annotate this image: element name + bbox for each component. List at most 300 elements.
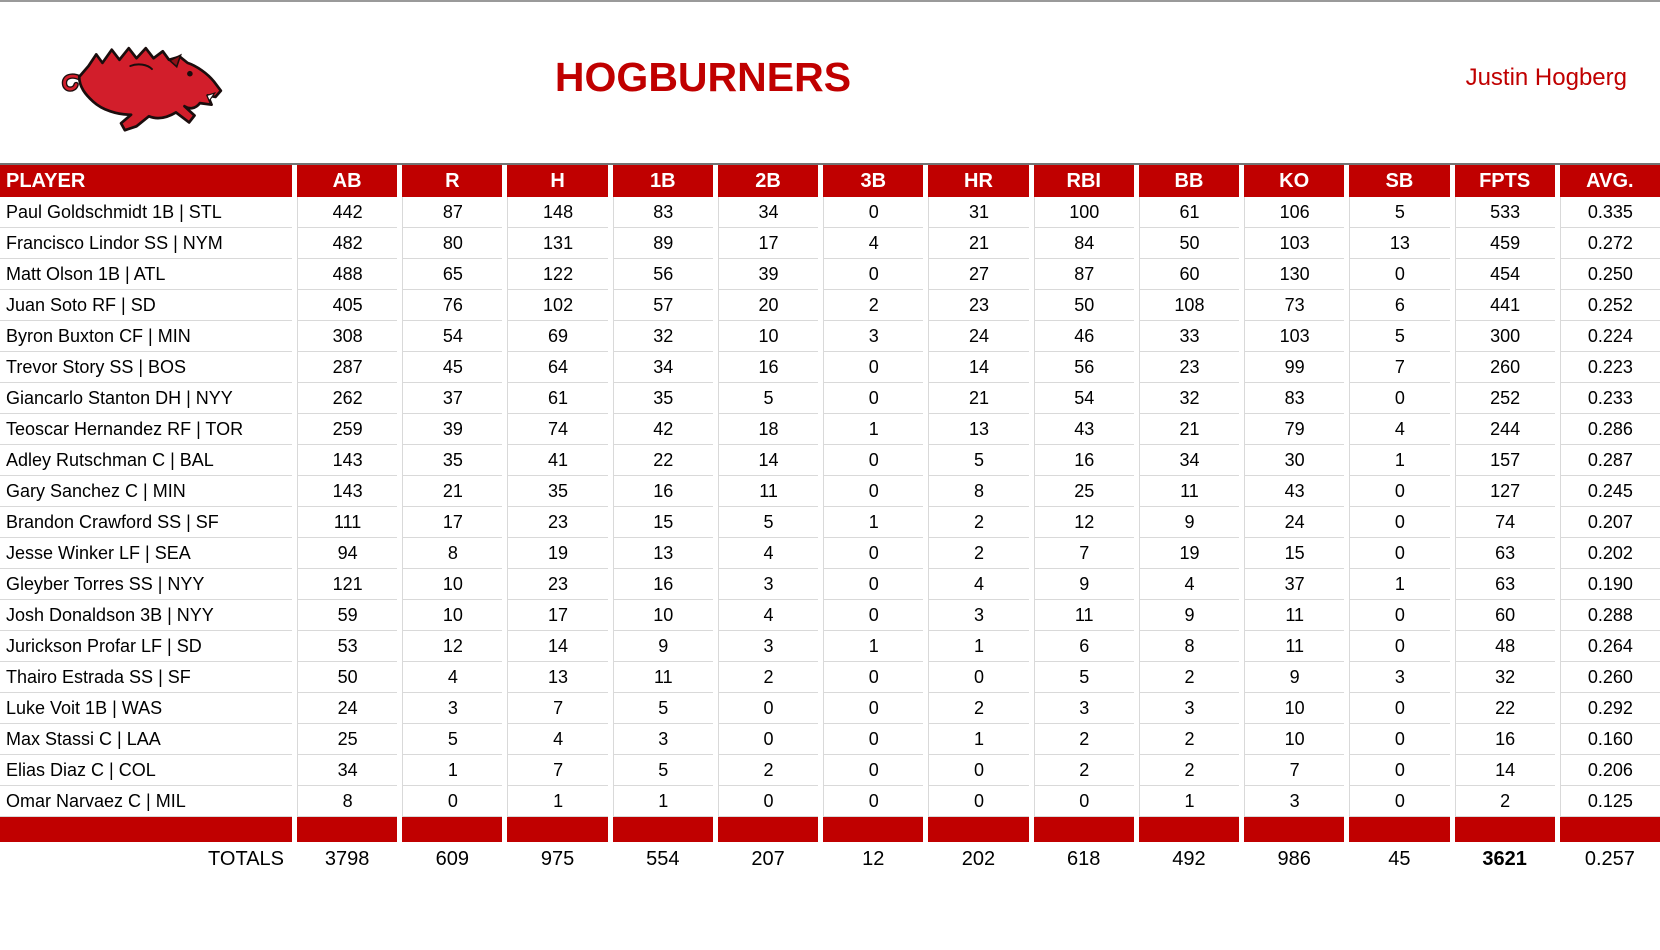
stat-cell: 0 <box>823 569 923 600</box>
divider-segment <box>718 817 818 842</box>
stat-cell: 0 <box>823 693 923 724</box>
stat-cell: 0.202 <box>1560 538 1660 569</box>
stat-cell: 54 <box>402 321 502 352</box>
stat-cell: 22 <box>1455 693 1555 724</box>
stat-cell: 1 <box>823 507 923 538</box>
stat-cell: 0 <box>1349 724 1449 755</box>
stat-cell: 13 <box>1349 228 1449 259</box>
player-cell: Max Stassi C | LAA <box>0 724 292 755</box>
team-header <box>0 2 1660 163</box>
stat-cell: 0 <box>718 693 818 724</box>
stat-cell: 10 <box>1244 724 1344 755</box>
stat-cell: 103 <box>1244 228 1344 259</box>
razorback-hog-icon <box>56 24 234 142</box>
stat-cell: 10 <box>613 600 713 631</box>
table-row <box>0 631 1660 662</box>
player-cell: Matt Olson 1B | ATL <box>0 259 292 290</box>
stat-cell: 2 <box>928 507 1028 538</box>
stat-cell: 1 <box>1349 445 1449 476</box>
stat-cell: 17 <box>718 228 818 259</box>
stat-cell: 9 <box>613 631 713 662</box>
player-cell: Byron Buxton CF | MIN <box>0 321 292 352</box>
divider-segment <box>402 817 502 842</box>
divider-segment <box>613 817 713 842</box>
stat-cell: 24 <box>297 693 397 724</box>
stat-cell: 1 <box>928 631 1028 662</box>
stat-cell: 83 <box>613 197 713 228</box>
stat-cell: 50 <box>1139 228 1239 259</box>
stat-cell: 0.160 <box>1560 724 1660 755</box>
stat-cell: 2 <box>1455 786 1555 817</box>
column-header-2b: 2B <box>718 165 818 197</box>
total-cell: 554 <box>646 848 680 870</box>
stat-cell: 0.335 <box>1560 197 1660 228</box>
stat-cell: 459 <box>1455 228 1555 259</box>
stat-cell: 0.223 <box>1560 352 1660 383</box>
stat-cell: 262 <box>297 383 397 414</box>
total-cell: 986 <box>1277 848 1311 870</box>
stat-cell: 3 <box>402 693 502 724</box>
stat-cell: 143 <box>297 476 397 507</box>
stat-cell: 0 <box>1349 600 1449 631</box>
stat-cell: 4 <box>1139 569 1239 600</box>
table-body <box>0 197 1660 817</box>
stat-cell: 0 <box>1349 476 1449 507</box>
stat-cell: 0 <box>823 445 923 476</box>
stat-cell: 1 <box>823 414 923 445</box>
stat-cell: 0 <box>928 786 1028 817</box>
stat-cell: 41 <box>507 445 607 476</box>
stat-cell: 442 <box>297 197 397 228</box>
stat-cell: 300 <box>1455 321 1555 352</box>
stat-cell: 7 <box>507 693 607 724</box>
stat-cell: 4 <box>1349 414 1449 445</box>
stat-cell: 3 <box>823 321 923 352</box>
stat-cell: 35 <box>507 476 607 507</box>
table-row <box>0 786 1660 817</box>
stat-cell: 39 <box>718 259 818 290</box>
stat-cell: 533 <box>1455 197 1555 228</box>
stat-cell: 87 <box>1034 259 1134 290</box>
stat-cell: 441 <box>1455 290 1555 321</box>
stat-cell: 8 <box>1139 631 1239 662</box>
header-row <box>0 165 1660 197</box>
stat-cell: 0 <box>823 786 923 817</box>
stat-cell: 0 <box>402 786 502 817</box>
stat-cell: 148 <box>507 197 607 228</box>
divider-segment <box>507 817 607 842</box>
stat-cell: 482 <box>297 228 397 259</box>
table-row <box>0 228 1660 259</box>
stat-cell: 1 <box>613 786 713 817</box>
divider-segment <box>1560 817 1660 842</box>
stat-cell: 0 <box>823 600 923 631</box>
stat-cell: 11 <box>718 476 818 507</box>
player-cell: Gleyber Torres SS | NYY <box>0 569 292 600</box>
column-header-1b: 1B <box>613 165 713 197</box>
stat-cell: 102 <box>507 290 607 321</box>
stat-cell: 17 <box>507 600 607 631</box>
stat-cell: 0 <box>823 538 923 569</box>
stat-cell: 0 <box>1034 786 1134 817</box>
stat-cell: 22 <box>613 445 713 476</box>
stat-cell: 5 <box>613 755 713 786</box>
stat-cell: 1 <box>507 786 607 817</box>
stat-cell: 56 <box>1034 352 1134 383</box>
player-cell: Thairo Estrada SS | SF <box>0 662 292 693</box>
player-cell: Giancarlo Stanton DH | NYY <box>0 383 292 414</box>
divider-row <box>0 817 1660 842</box>
stat-cell: 6 <box>1034 631 1134 662</box>
divider-segment <box>297 817 397 842</box>
stat-cell: 23 <box>507 569 607 600</box>
stat-cell: 13 <box>613 538 713 569</box>
stat-cell: 15 <box>1244 538 1344 569</box>
stat-cell: 0 <box>823 197 923 228</box>
stat-cell: 50 <box>1034 290 1134 321</box>
stat-cell: 2 <box>718 755 818 786</box>
stat-cell: 0.292 <box>1560 693 1660 724</box>
stat-cell: 0.245 <box>1560 476 1660 507</box>
stat-cell: 14 <box>507 631 607 662</box>
stat-cell: 131 <box>507 228 607 259</box>
stat-cell: 13 <box>928 414 1028 445</box>
stat-cell: 0 <box>1349 786 1449 817</box>
stat-cell: 0 <box>1349 538 1449 569</box>
player-cell: Trevor Story SS | BOS <box>0 352 292 383</box>
stat-cell: 0 <box>1349 259 1449 290</box>
stat-cell: 56 <box>613 259 713 290</box>
stat-cell: 8 <box>402 538 502 569</box>
stat-cell: 63 <box>1455 569 1555 600</box>
column-header-hr: HR <box>928 165 1028 197</box>
stat-cell: 34 <box>1139 445 1239 476</box>
player-cell: Jesse Winker LF | SEA <box>0 538 292 569</box>
stat-cell: 106 <box>1244 197 1344 228</box>
stat-cell: 53 <box>297 631 397 662</box>
total-cell: 618 <box>1067 848 1101 870</box>
stat-cell: 12 <box>1034 507 1134 538</box>
stat-cell: 252 <box>1455 383 1555 414</box>
stat-cell: 0.264 <box>1560 631 1660 662</box>
stat-cell: 0 <box>823 259 923 290</box>
table-row <box>0 755 1660 786</box>
divider-segment <box>1139 817 1239 842</box>
stat-cell: 1 <box>928 724 1028 755</box>
table-row <box>0 538 1660 569</box>
stat-cell: 2 <box>928 693 1028 724</box>
stat-cell: 16 <box>1455 724 1555 755</box>
stat-cell: 0 <box>928 662 1028 693</box>
stat-cell: 0 <box>1349 693 1449 724</box>
stat-cell: 16 <box>718 352 818 383</box>
stat-cell: 79 <box>1244 414 1344 445</box>
stat-cell: 4 <box>718 600 818 631</box>
stat-cell: 244 <box>1455 414 1555 445</box>
stat-cell: 3 <box>1139 693 1239 724</box>
stat-cell: 0 <box>1349 755 1449 786</box>
total-cell: 3621 <box>1482 848 1527 870</box>
stat-cell: 3 <box>1349 662 1449 693</box>
stat-cell: 0 <box>1349 631 1449 662</box>
stat-cell: 61 <box>1139 197 1239 228</box>
stat-cell: 89 <box>613 228 713 259</box>
stat-cell: 0 <box>1349 383 1449 414</box>
stat-cell: 7 <box>1244 755 1344 786</box>
divider-segment <box>1034 817 1134 842</box>
stat-cell: 260 <box>1455 352 1555 383</box>
stat-cell: 12 <box>402 631 502 662</box>
table-row <box>0 507 1660 538</box>
stat-cell: 43 <box>1034 414 1134 445</box>
stat-cell: 0 <box>1349 507 1449 538</box>
stat-cell: 0.250 <box>1560 259 1660 290</box>
stat-cell: 259 <box>297 414 397 445</box>
table-row <box>0 414 1660 445</box>
stat-cell: 31 <box>928 197 1028 228</box>
stat-cell: 4 <box>507 724 607 755</box>
stat-cell: 14 <box>718 445 818 476</box>
stat-cell: 34 <box>297 755 397 786</box>
stat-cell: 32 <box>1139 383 1239 414</box>
stat-cell: 87 <box>402 197 502 228</box>
stat-cell: 2 <box>928 538 1028 569</box>
stat-cell: 1 <box>1349 569 1449 600</box>
stat-cell: 9 <box>1139 600 1239 631</box>
stat-cell: 13 <box>507 662 607 693</box>
player-cell: Juan Soto RF | SD <box>0 290 292 321</box>
stat-cell: 11 <box>1034 600 1134 631</box>
stat-cell: 4 <box>823 228 923 259</box>
stat-cell: 5 <box>402 724 502 755</box>
stat-cell: 32 <box>1455 662 1555 693</box>
stat-cell: 100 <box>1034 197 1134 228</box>
player-cell: Luke Voit 1B | WAS <box>0 693 292 724</box>
player-cell: Elias Diaz C | COL <box>0 755 292 786</box>
stat-cell: 21 <box>1139 414 1239 445</box>
table-row <box>0 290 1660 321</box>
stat-cell: 30 <box>1244 445 1344 476</box>
stat-cell: 2 <box>1034 724 1134 755</box>
stat-cell: 2 <box>1139 662 1239 693</box>
stat-cell: 130 <box>1244 259 1344 290</box>
stat-cell: 0.125 <box>1560 786 1660 817</box>
column-header-r: R <box>402 165 502 197</box>
stat-cell: 23 <box>928 290 1028 321</box>
stat-cell: 127 <box>1455 476 1555 507</box>
stat-cell: 19 <box>1139 538 1239 569</box>
stat-cell: 5 <box>1349 321 1449 352</box>
stat-cell: 20 <box>718 290 818 321</box>
stat-cell: 83 <box>1244 383 1344 414</box>
stat-cell: 10 <box>718 321 818 352</box>
player-cell: Brandon Crawford SS | SF <box>0 507 292 538</box>
stat-cell: 2 <box>1139 755 1239 786</box>
stat-cell: 9 <box>1244 662 1344 693</box>
stat-cell: 6 <box>1349 290 1449 321</box>
stat-cell: 24 <box>928 321 1028 352</box>
stat-cell: 157 <box>1455 445 1555 476</box>
stat-cell: 76 <box>402 290 502 321</box>
divider-segment <box>823 817 923 842</box>
table-row <box>0 321 1660 352</box>
stat-cell: 111 <box>297 507 397 538</box>
player-cell: Gary Sanchez C | MIN <box>0 476 292 507</box>
stat-cell: 17 <box>402 507 502 538</box>
stat-cell: 5 <box>928 445 1028 476</box>
total-cell: 975 <box>540 848 575 870</box>
stat-cell: 0.260 <box>1560 662 1660 693</box>
stat-cell: 0.286 <box>1560 414 1660 445</box>
stat-cell: 42 <box>613 414 713 445</box>
stat-cell: 57 <box>613 290 713 321</box>
stat-cell: 14 <box>928 352 1028 383</box>
stat-cell: 0 <box>823 383 923 414</box>
stat-cell: 63 <box>1455 538 1555 569</box>
table-row <box>0 197 1660 228</box>
stat-cell: 16 <box>613 569 713 600</box>
stat-cell: 37 <box>402 383 502 414</box>
total-cell: 202 <box>961 848 996 870</box>
stat-cell: 14 <box>1455 755 1555 786</box>
owner-name: Justin Hogberg <box>1465 64 1627 91</box>
stat-cell: 5 <box>718 383 818 414</box>
stat-cell: 34 <box>718 197 818 228</box>
player-cell: Omar Narvaez C | MIL <box>0 786 292 817</box>
stat-cell: 65 <box>402 259 502 290</box>
player-cell: Adley Rutschman C | BAL <box>0 445 292 476</box>
column-header-3b: 3B <box>823 165 923 197</box>
stat-cell: 0.288 <box>1560 600 1660 631</box>
stat-cell: 73 <box>1244 290 1344 321</box>
stat-cell: 7 <box>507 755 607 786</box>
column-header-ab: AB <box>297 165 397 197</box>
stat-cell: 3 <box>718 569 818 600</box>
stat-cell: 45 <box>402 352 502 383</box>
stat-cell: 0.224 <box>1560 321 1660 352</box>
player-cell: Paul Goldschmidt 1B | STL <box>0 197 292 228</box>
total-cell: 45 <box>1388 848 1411 870</box>
stat-cell: 3 <box>613 724 713 755</box>
stat-cell: 454 <box>1455 259 1555 290</box>
stat-cell: 488 <box>297 259 397 290</box>
stat-cell: 39 <box>402 414 502 445</box>
stat-cell: 80 <box>402 228 502 259</box>
divider-segment <box>1349 817 1449 842</box>
table-row <box>0 445 1660 476</box>
stat-cell: 4 <box>928 569 1028 600</box>
stat-cell: 10 <box>1244 693 1344 724</box>
stat-cell: 25 <box>1034 476 1134 507</box>
stat-cell: 0.206 <box>1560 755 1660 786</box>
table-row <box>0 383 1660 414</box>
column-header-sb: SB <box>1349 165 1449 197</box>
total-cell: 492 <box>1172 848 1206 870</box>
stat-cell: 0.207 <box>1560 507 1660 538</box>
stat-cell: 23 <box>507 507 607 538</box>
stat-cell: 0 <box>823 724 923 755</box>
stat-cell: 0.287 <box>1560 445 1660 476</box>
column-header-ko: KO <box>1244 165 1344 197</box>
stat-cell: 16 <box>613 476 713 507</box>
divider-segment <box>0 817 292 842</box>
stat-cell: 0.233 <box>1560 383 1660 414</box>
stat-cell: 10 <box>402 600 502 631</box>
column-header-player: PLAYER <box>0 165 292 197</box>
stat-cell: 19 <box>507 538 607 569</box>
stat-cell: 8 <box>928 476 1028 507</box>
stat-cell: 5 <box>1034 662 1134 693</box>
stat-cell: 84 <box>1034 228 1134 259</box>
total-cell: 609 <box>435 848 470 870</box>
stat-cell: 122 <box>507 259 607 290</box>
stat-cell: 27 <box>928 259 1028 290</box>
stat-cell: 1 <box>1139 786 1239 817</box>
stat-cell: 11 <box>1139 476 1239 507</box>
stat-cell: 3 <box>718 631 818 662</box>
stat-cell: 21 <box>928 383 1028 414</box>
total-cell: 3798 <box>324 848 370 870</box>
stat-cell: 0 <box>823 755 923 786</box>
stat-cell: 37 <box>1244 569 1344 600</box>
stat-cell: 5 <box>718 507 818 538</box>
stat-cell: 25 <box>297 724 397 755</box>
stat-cell: 0 <box>928 755 1028 786</box>
stat-cell: 143 <box>297 445 397 476</box>
column-header-bb: BB <box>1139 165 1239 197</box>
stat-cell: 74 <box>1455 507 1555 538</box>
stat-cell: 103 <box>1244 321 1344 352</box>
stat-cell: 0 <box>718 724 818 755</box>
stat-cell: 0 <box>823 476 923 507</box>
stat-cell: 0.252 <box>1560 290 1660 321</box>
stat-cell: 11 <box>613 662 713 693</box>
stat-cell: 405 <box>297 290 397 321</box>
player-cell: Josh Donaldson 3B | NYY <box>0 600 292 631</box>
stat-cell: 35 <box>402 445 502 476</box>
table-row <box>0 724 1660 755</box>
stat-cell: 0.272 <box>1560 228 1660 259</box>
player-cell: Jurickson Profar LF | SD <box>0 631 292 662</box>
stat-cell: 108 <box>1139 290 1239 321</box>
player-cell: Teoscar Hernandez RF | TOR <box>0 414 292 445</box>
stat-cell: 35 <box>613 383 713 414</box>
table-row <box>0 476 1660 507</box>
stat-cell: 7 <box>1034 538 1134 569</box>
stat-cell: 15 <box>613 507 713 538</box>
stat-cell: 33 <box>1139 321 1239 352</box>
stat-cell: 64 <box>507 352 607 383</box>
stat-cell: 4 <box>402 662 502 693</box>
column-header-avg: AVG. <box>1560 165 1660 197</box>
stat-cell: 2 <box>1034 755 1134 786</box>
stat-cell: 54 <box>1034 383 1134 414</box>
stat-cell: 43 <box>1244 476 1344 507</box>
stat-cell: 287 <box>297 352 397 383</box>
stat-cell: 60 <box>1139 259 1239 290</box>
table-row <box>0 569 1660 600</box>
stat-cell: 99 <box>1244 352 1344 383</box>
stat-cell: 5 <box>1349 197 1449 228</box>
table-row <box>0 259 1660 290</box>
stat-cell: 59 <box>297 600 397 631</box>
divider-segment <box>928 817 1028 842</box>
stat-cell: 24 <box>1244 507 1344 538</box>
table-row <box>0 662 1660 693</box>
stat-cell: 50 <box>297 662 397 693</box>
stat-cell: 1 <box>823 631 923 662</box>
stat-cell: 23 <box>1139 352 1239 383</box>
